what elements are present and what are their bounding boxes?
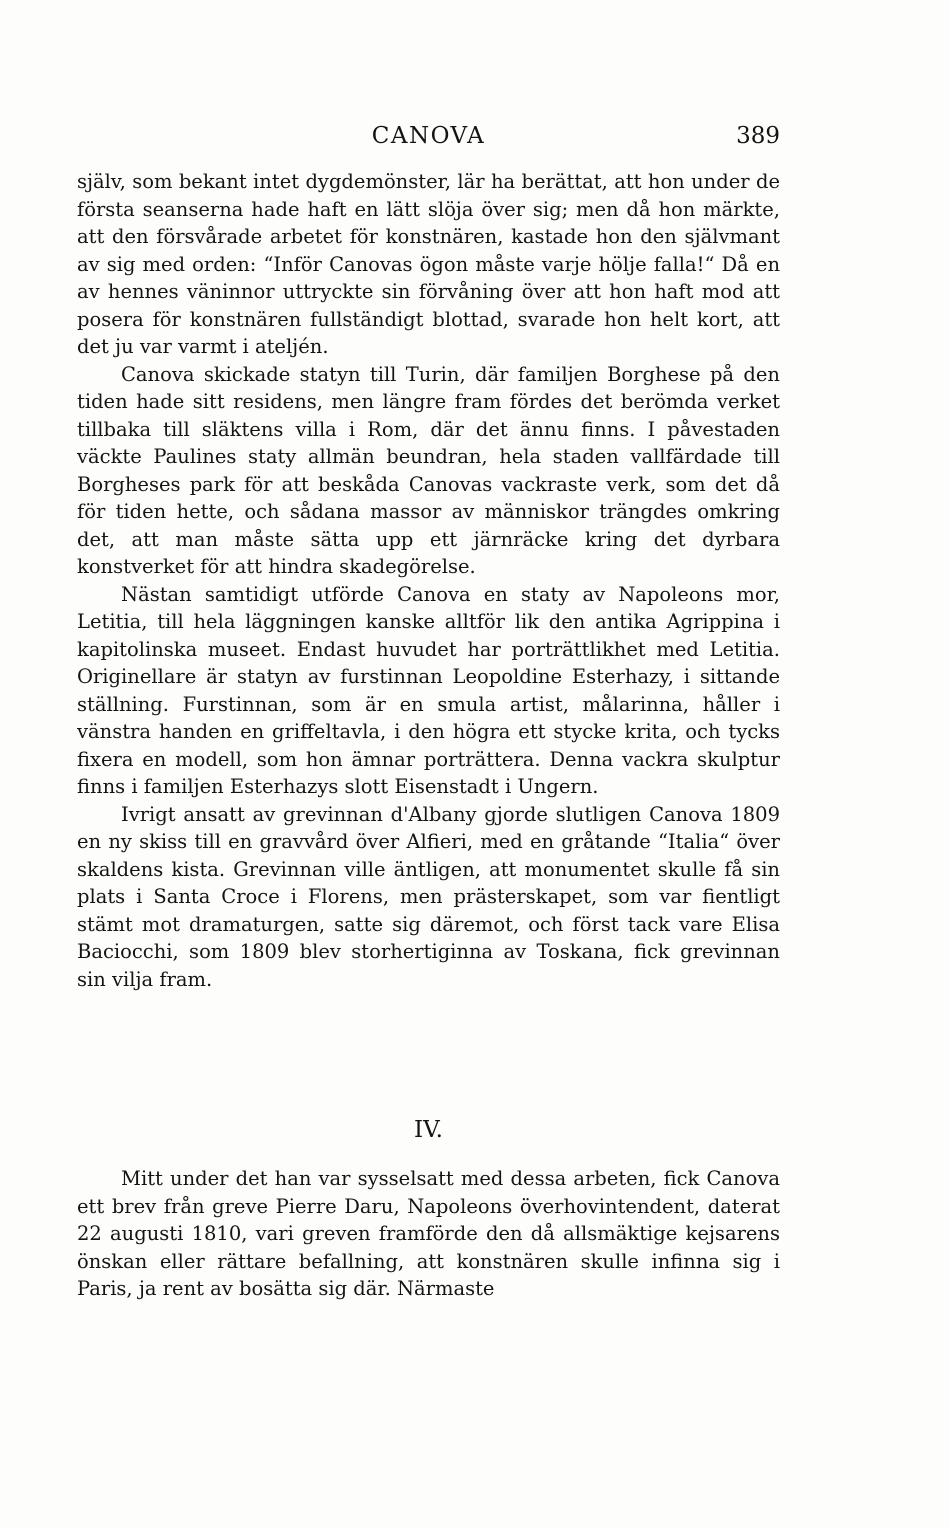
body-text-after-section bbox=[77, 1165, 780, 1303]
running-head bbox=[77, 118, 780, 154]
paragraph-2: Canova skickade statyn till Turin, där familjen Borghese på den tiden hade sitt residens, men längre fram fördes det berömda verket tillbaka till släktens villa i Rom, där det ännu finns. I påvestaden väckte Paulines staty allmän beundran, hela staden vallfärdade till Borgheses park för att beskåda Canovas vackraste verk, som det då för tiden hette, och sådana massor av människor trängdes omkring det, att man måste sätta upp ett järnräcke kring det dyrbara konstverket för att hindra skadegörelse. bbox=[77, 362, 780, 578]
section-heading: IV. bbox=[414, 1117, 443, 1143]
page-number: 389 bbox=[736, 123, 780, 149]
body-text-before-section bbox=[77, 168, 780, 993]
paragraph-1: själv, som bekant intet dygdemönster, lär ha berättat, att hon under de första seanserna hade haft en lätt slöja över sig; men då hon märkte, att den försvårade arbetet för konstnären, kastade hon den självmant av sig med orden: “Inför Canovas ögon måste varje hölje falla!“ Då en av hennes väninnor uttryckte sin förvåning över att hon haft mod att posera för konstnären fullständigt blottad, svarade hon helt kort, att det ju var varmt i ateljén. bbox=[77, 170, 780, 358]
paragraph-3: Nästan samtidigt utförde Canova en staty av Napoleons mor, Letitia, till hela läggningen kanske alltför lik den antika Agrippina i kapitolinska museet. Endast huvudet har porträttlikhet med Letitia. Originellare är statyn av furstinnan Leopoldine Esterhazy, i sittande ställning. Furstinnan, som är en smula artist, målarinna, håller i vänstra handen en griffeltavla, i den högra ett stycke krita, och tycks fixera en modell, som hon ämnar porträttera. Denna vackra skulptur finns i familjen Esterhazys slott Eisenstadt i Ungern. bbox=[77, 582, 780, 798]
paragraph-4: Ivrigt ansatt av grevinnan d'Albany gjorde slutligen Canova 1809 en ny skiss till en gravvård över Alfieri, med en gråtande “Italia“ över skaldens kista. Grevinnan ville äntligen, att monumentet skulle få sin plats i Santa Croce i Florens, men prästerskapet, som var fientligt stämt mot dramaturgen, satte sig däremot, och först tack vare Elisa Baciocchi, som 1809 blev storhertiginna av Toskana, fick grevinnan sin vilja fram. bbox=[77, 802, 780, 991]
running-title: CANOVA bbox=[371, 123, 486, 149]
paragraph-5: Mitt under det han var sysselsatt med dessa arbeten, fick Canova ett brev från greve Pierre Daru, Napoleons överhovintendent, daterat 22 augusti 1810, vari greven framförde den då allsmäktige kejsarens önskan eller rättare befallning, att konstnären skulle infinna sig i Paris, ja rent av bosätta sig där. Närmaste bbox=[77, 1167, 780, 1300]
